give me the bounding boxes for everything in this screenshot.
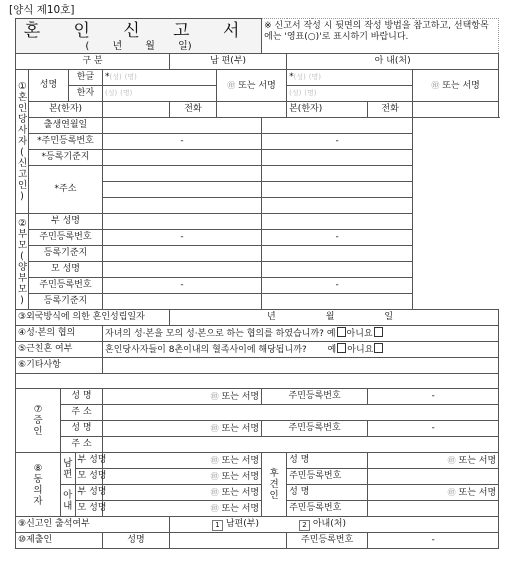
wife-registration-base-input[interactable]: [262, 150, 413, 166]
other-matters-label: ⑥기타사항: [16, 358, 103, 374]
husband-header: 남 편(부): [170, 54, 287, 70]
form-title-cell: [16, 19, 262, 54]
attendance-option2-label: 아내(처): [312, 518, 346, 529]
attendance-option2-box[interactable]: 2: [299, 520, 310, 531]
husband-mother-resident-number-input[interactable]: -: [103, 278, 262, 294]
husband-father-resident-number-input[interactable]: -: [103, 230, 262, 246]
mother-resident-number-label: 주민등록번호: [29, 278, 103, 294]
witness1-name-input[interactable]: ㊞ 또는 서명: [103, 389, 262, 405]
wife-mother-registration-base-input[interactable]: [262, 294, 413, 310]
submitter-resident-number-label: 주민등록번호: [287, 533, 368, 549]
other-matters-input[interactable]: [103, 358, 499, 374]
witness2-address-label: 주 소: [61, 437, 103, 453]
witness2-name-input[interactable]: ㊞ 또는 서명: [103, 421, 262, 437]
witness1-address-label: 주 소: [61, 405, 103, 421]
husband-phone-input[interactable]: [217, 102, 287, 118]
witness2-resident-number-input[interactable]: -: [368, 421, 499, 437]
consanguinity-question: 혼인당사자들이 8촌이내의 혈족사이에 해당됩니까? 예 아니요: [103, 342, 499, 358]
consent-wife-mother-label: 모 성명: [77, 503, 107, 513]
consanguinity-yes-checkbox[interactable]: [337, 343, 346, 353]
husband-resident-number-input[interactable]: -: [103, 134, 262, 150]
father-resident-number-label: 주민등록번호: [29, 230, 103, 246]
section1-label: ① 혼 인 당 사 자 ( 신 고 인 ): [16, 70, 29, 214]
submitter-resident-number-input[interactable]: -: [368, 533, 499, 549]
address-label: *주소: [29, 166, 103, 214]
consent-husband-block: [61, 453, 107, 485]
division-header: 구 분: [16, 54, 170, 70]
consent-wife-label: 아 내: [61, 485, 75, 516]
mother-name-label: 모 성명: [29, 262, 103, 278]
wife-father-registration-base-input[interactable]: [262, 246, 413, 262]
section8-label: ⑧ 동 의 자: [16, 453, 61, 517]
attendance-option1-label: 남편(부): [225, 518, 259, 529]
guardian2-resident-number-input[interactable]: [368, 501, 499, 517]
hanja-label: 한자: [69, 86, 103, 102]
wife-phone-input[interactable]: [413, 102, 499, 118]
surname-agreement-yes-checkbox[interactable]: [337, 327, 346, 337]
surname-agreement-no-checkbox[interactable]: [374, 327, 383, 337]
husband-mother-registration-base-input[interactable]: [103, 294, 262, 310]
witness1-resident-number-input[interactable]: -: [368, 389, 499, 405]
father-name-label: 부 성명: [29, 214, 103, 230]
father-registration-base-label: 등록기준지: [29, 246, 103, 262]
consanguinity-label: ⑤근친혼 여부: [16, 342, 103, 358]
husband-father-name-input[interactable]: [103, 214, 262, 230]
consent-wife-father-sign[interactable]: ㊞ 또는 서명: [103, 485, 262, 501]
hangul-label: 한글: [69, 70, 103, 86]
husband-phone-label: 전화: [170, 102, 217, 118]
form-title: 혼 인 신 고 서: [23, 20, 254, 41]
guardian1-resident-number-input[interactable]: [368, 469, 499, 485]
foreign-marriage-date-label: ③외국방식에 의한 혼인성립일자: [16, 310, 170, 326]
wife-header: 아 내(처): [287, 54, 499, 70]
origin-label: 본(한자): [29, 102, 103, 118]
husband-birthdate-input[interactable]: [103, 118, 262, 134]
section2-label: ② 부 모 ( 양 부 모 ): [16, 214, 29, 310]
guardian2-sign[interactable]: ㊞ 또는 서명: [368, 485, 499, 501]
consent-wife-mother-sign[interactable]: ㊞ 또는 서명: [103, 501, 262, 517]
mother-registration-base-label: 등록기준지: [29, 294, 103, 310]
wife-birthdate-input[interactable]: [262, 118, 413, 134]
witness2-name-label: 성 명: [61, 421, 103, 437]
wife-address-input-1[interactable]: [262, 166, 413, 182]
husband-mother-name-input[interactable]: [103, 262, 262, 278]
husband-hanja-name-input[interactable]: (성) (명): [103, 86, 217, 102]
wife-hanja-name-input[interactable]: (성) (명): [287, 86, 413, 102]
wife-address-input-2[interactable]: [262, 182, 413, 198]
husband-hangul-name-input[interactable]: *(성) (명): [103, 70, 217, 86]
reporter-attendance-label: ⑨신고인 출석여부: [16, 517, 170, 533]
guardian1-name-label: 성 명: [287, 453, 368, 469]
guardian1-resident-number-label: 주민등록번호: [287, 469, 368, 485]
wife-address-input-3[interactable]: [262, 198, 413, 214]
form-number: [양식 제10호]: [9, 4, 75, 16]
witness2-address-input[interactable]: [103, 437, 499, 453]
husband-sign-field[interactable]: ㊞ 또는 서명: [217, 70, 287, 102]
report-date-field[interactable]: ( 년 월 일): [85, 40, 192, 52]
instruction-note: ※ 신고서 작성 시 뒷면의 작성 방법을 참고하고, 선택항목에는 '영표(○)'로 표시하기 바랍니다.: [262, 19, 499, 54]
consent-husband-label: 남 편: [61, 453, 75, 484]
guardian2-resident-number-label: 주민등록번호: [287, 501, 368, 517]
witness1-address-input[interactable]: [103, 405, 499, 421]
husband-father-registration-base-input[interactable]: [103, 246, 262, 262]
form-table: [15, 18, 499, 549]
consent-husband-mother-sign[interactable]: ㊞ 또는 서명: [103, 469, 262, 485]
wife-mother-resident-number-input[interactable]: -: [262, 278, 413, 294]
husband-address-input-3[interactable]: [103, 198, 262, 214]
guardian1-sign[interactable]: ㊞ 또는 서명: [368, 453, 499, 469]
section7-label: ⑦ 증 인: [16, 389, 61, 453]
registration-base-label: *등록기준지: [29, 150, 103, 166]
reporter-attendance-options: [170, 517, 499, 533]
attendance-option1-box[interactable]: 1: [212, 520, 223, 531]
foreign-marriage-date-input[interactable]: 년 월 일: [170, 310, 499, 326]
witness1-name-label: 성 명: [61, 389, 103, 405]
wife-father-resident-number-input[interactable]: -: [262, 230, 413, 246]
surname-agreement-label: ④성·본의 협의: [16, 326, 103, 342]
husband-origin-input[interactable]: [103, 102, 170, 118]
husband-address-input-2[interactable]: [103, 182, 262, 198]
resident-number-label: *주민등록번호: [29, 134, 103, 150]
guardian-label: 후 견 인: [262, 453, 287, 517]
submitter-label: ⑩제출인: [16, 533, 103, 549]
wife-resident-number-input[interactable]: -: [262, 134, 413, 150]
submitter-name-input[interactable]: [170, 533, 287, 549]
witness1-resident-number-label: 주민등록번호: [262, 389, 368, 405]
witness2-resident-number-label: 주민등록번호: [262, 421, 368, 437]
other-matters-input-extra[interactable]: [16, 374, 499, 389]
husband-registration-base-input[interactable]: [103, 150, 262, 166]
wife-origin-label: 본(한자): [287, 102, 368, 118]
consent-husband-father-label: 부 성명: [75, 453, 102, 469]
birthdate-label: 출생연월일: [29, 118, 103, 134]
consent-husband-father-sign[interactable]: ㊞ 또는 서명: [103, 453, 262, 469]
consanguinity-no-checkbox[interactable]: [374, 343, 383, 353]
consent-wife-block: [61, 485, 107, 517]
surname-agreement-question: 자녀의 성·본을 모의 성·본으로 하는 협의를 하였습니까? 예 아니요: [103, 326, 499, 342]
husband-address-input-1[interactable]: [103, 166, 262, 182]
wife-hangul-name-input[interactable]: *(성) (명): [287, 70, 413, 86]
consent-wife-father-label: 부 성명: [75, 485, 102, 501]
guardian2-name-label: 성 명: [287, 485, 368, 501]
wife-mother-name-input[interactable]: [262, 262, 413, 278]
consent-husband-mother-label: 모 성명: [77, 471, 107, 481]
name-label: 성명: [29, 70, 69, 102]
wife-phone-label: 전화: [368, 102, 413, 118]
submitter-name-label: 성명: [103, 533, 170, 549]
wife-sign-field[interactable]: ㊞ 또는 서명: [413, 70, 499, 102]
wife-father-name-input[interactable]: [262, 214, 413, 230]
